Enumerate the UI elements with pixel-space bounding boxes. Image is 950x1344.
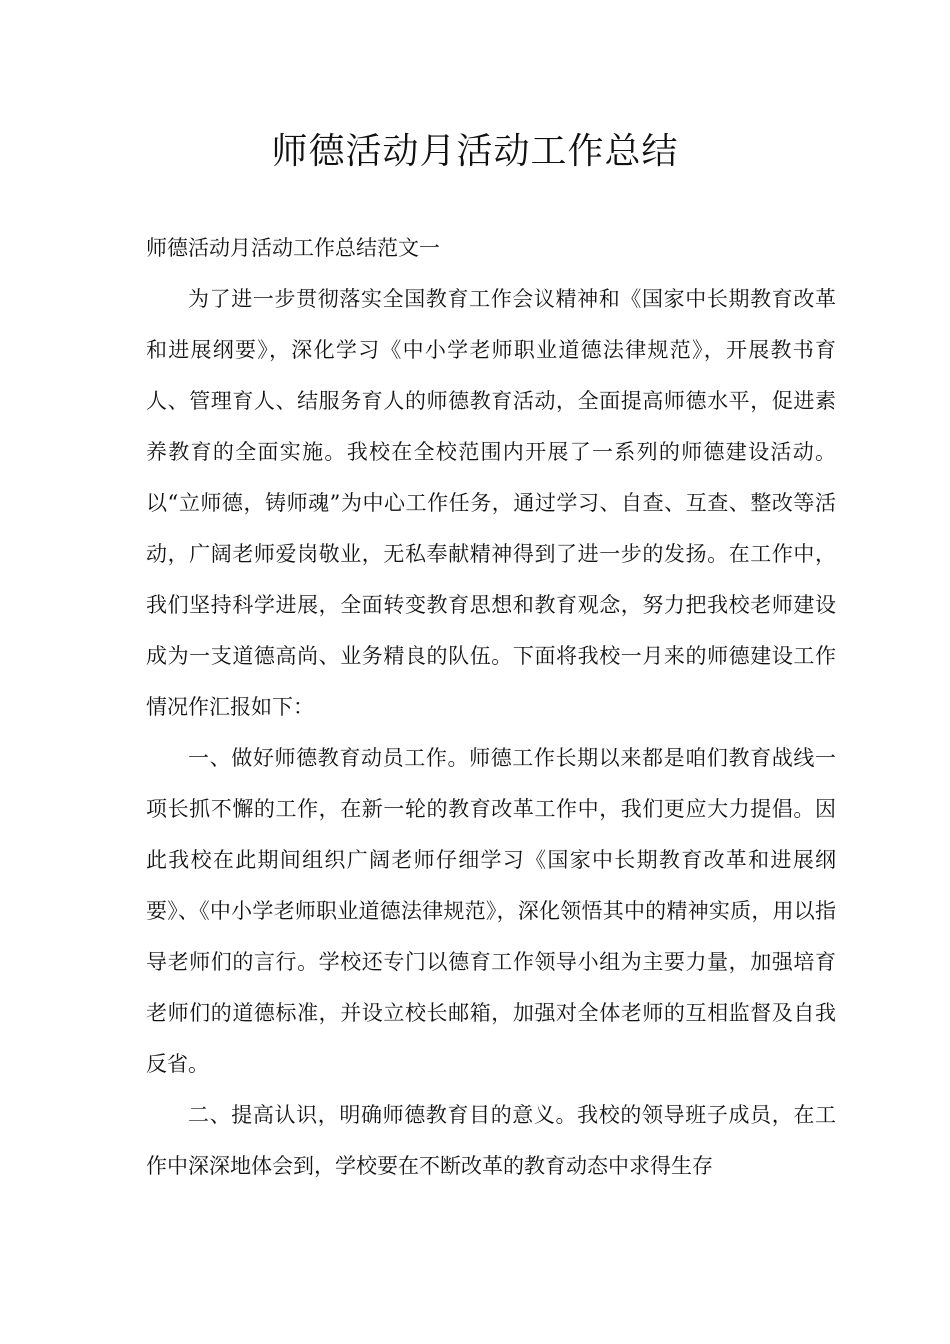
document-title: 师德活动月活动工作总结 bbox=[271, 131, 679, 172]
document-body bbox=[146, 223, 836, 1192]
paragraph-section-one: 一、做好师德教育动员工作。师德工作长期以来都是咱们教育战线一项长抓不懈的工作，在新一轮的教育改革工作中，我们更应大力提倡。因此我校在此期间组织广阔老师仔细学习《国家中长期教育改革和进展纲要》、《中小学老师职业道德法律规范》，深化领悟其中的精神实质，用以指导老师们的言行。学校还专门以德育工作领导小组为主要力量，加强培育老师们的道德标准，并设立校长邮箱，加强对全体老师的互相监督及自我反省。 bbox=[146, 746, 836, 1076]
paragraph-intro: 为了进一步贯彻落实全国教育工作会议精神和《国家中长期教育改革和进展纲要》，深化学习《中小学老师职业道德法律规范》，开展教书育人、管理育人、结服务育人的师德教育活动，全面提高师德水平，促进素养教育的全面实施。我校在全校范围内开展了一系列的师德建设活动。以“立师德，铸师魂”为中心工作任务，通过学习、自查、互查、整改等活动，广阔老师爱岗敬业，无私奉献精神得到了进一步的发扬。在工作中，我们坚持科学进展，全面转变教育思想和教育观念，努力把我校老师建设成为一支道德高尚、业务精良的队伍。下面将我校一月来的师德建设工作情况作汇报如下： bbox=[146, 287, 836, 719]
paragraph-section-two: 二、提高认识，明确师德教育目的意义。我校的领导班子成员，在工作中深深地体会到，学校要在不断改革的教育动态中求得生存 bbox=[146, 1103, 836, 1178]
document-subtitle: 师德活动月活动工作总结范文一 bbox=[146, 236, 440, 260]
